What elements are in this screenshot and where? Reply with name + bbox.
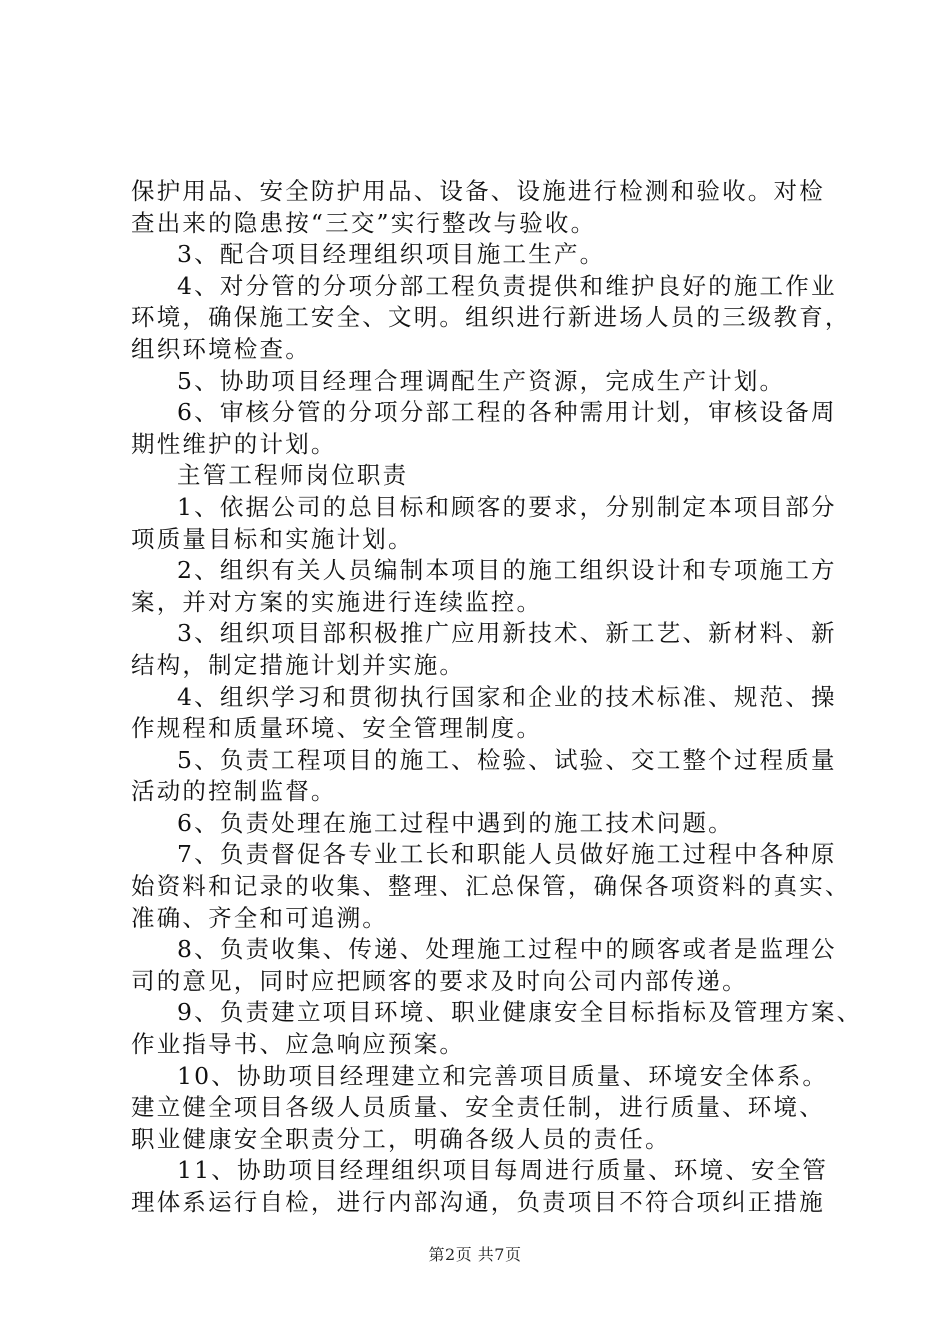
text-line: 10、协助项目经理建立和完善项目质量、环境安全体系。	[177, 1061, 829, 1090]
document-body	[131, 176, 863, 1219]
text-line: 1、依据公司的总目标和顾客的要求，分别制定本项目部分	[177, 492, 837, 521]
text-line: 5、负责工程项目的施工、检验、试验、交工整个过程质量	[177, 745, 837, 774]
text-line: 保护用品、安全防护用品、设备、设施进行检测和验收。对检	[131, 177, 825, 205]
text-line: 4、对分管的分项分部工程负责提供和维护良好的施工作业	[177, 271, 837, 300]
text-line: 2、组织有关人员编制本项目的施工组织设计和专项施工方	[177, 556, 837, 585]
text-line: 3、组织项目部积极推广应用新技术、新工艺、新材料、新	[177, 619, 837, 648]
text-line: 9、负责建立项目环境、职业健康安全目标指标及管理方案、	[177, 998, 863, 1027]
text-line: 5、协助项目经理合理调配生产资源，完成生产计划。	[177, 366, 786, 395]
text-line: 3、配合项目经理组织项目施工生产。	[177, 240, 606, 269]
text-line: 案，并对方案的实施进行连续监控。	[131, 587, 543, 616]
text-line: 作业指导书、应急响应预案。	[131, 1030, 466, 1059]
text-line: 6、审核分管的分项分部工程的各种需用计划，审核设备周	[177, 398, 837, 427]
text-line: 准确、齐全和可追溯。	[131, 903, 388, 932]
page-footer: 第2页 共7页	[428, 1245, 522, 1264]
text-line: 环境，确保施工安全、文明。组织进行新进场人员的三级教育，	[131, 303, 851, 332]
text-line: 作规程和质量环境、安全管理制度。	[131, 714, 543, 743]
text-line: 4、组织学习和贯彻执行国家和企业的技术标准、规范、操	[177, 682, 837, 711]
text-line: 始资料和记录的收集、整理、汇总保管，确保各项资料的真实、	[131, 872, 851, 901]
text-line: 期性维护的计划。	[131, 429, 337, 458]
text-line: 建立健全项目各级人员质量、安全责任制，进行质量、环境、	[131, 1093, 825, 1122]
text-line: 主管工程师岗位职责	[177, 461, 409, 490]
text-line: 司的意见，同时应把顾客的要求及时向公司内部传递。	[131, 966, 748, 995]
text-line: 职业健康安全职责分工，明确各级人员的责任。	[131, 1124, 671, 1153]
text-line: 8、负责收集、传递、处理施工过程中的顾客或者是监理公	[177, 935, 837, 964]
text-line: 项质量目标和实施计划。	[131, 524, 414, 553]
text-line: 组织环境检查。	[131, 334, 311, 363]
text-line: 活动的控制监督。	[131, 777, 337, 806]
text-line: 7、负责督促各专业工长和职能人员做好施工过程中各种原	[177, 840, 837, 869]
text-line: 结构，制定措施计划并实施。	[131, 650, 466, 679]
text-line: 理体系运行自检，进行内部沟通，负责项目不符合项纠正措施	[131, 1188, 825, 1216]
text-line: 查出来的隐患按“三交”实行整改与验收。	[131, 208, 597, 237]
text-line: 11、协助项目经理组织项目每周进行质量、环境、安全管	[177, 1156, 829, 1185]
text-line: 6、负责处理在施工过程中遇到的施工技术问题。	[177, 808, 734, 837]
